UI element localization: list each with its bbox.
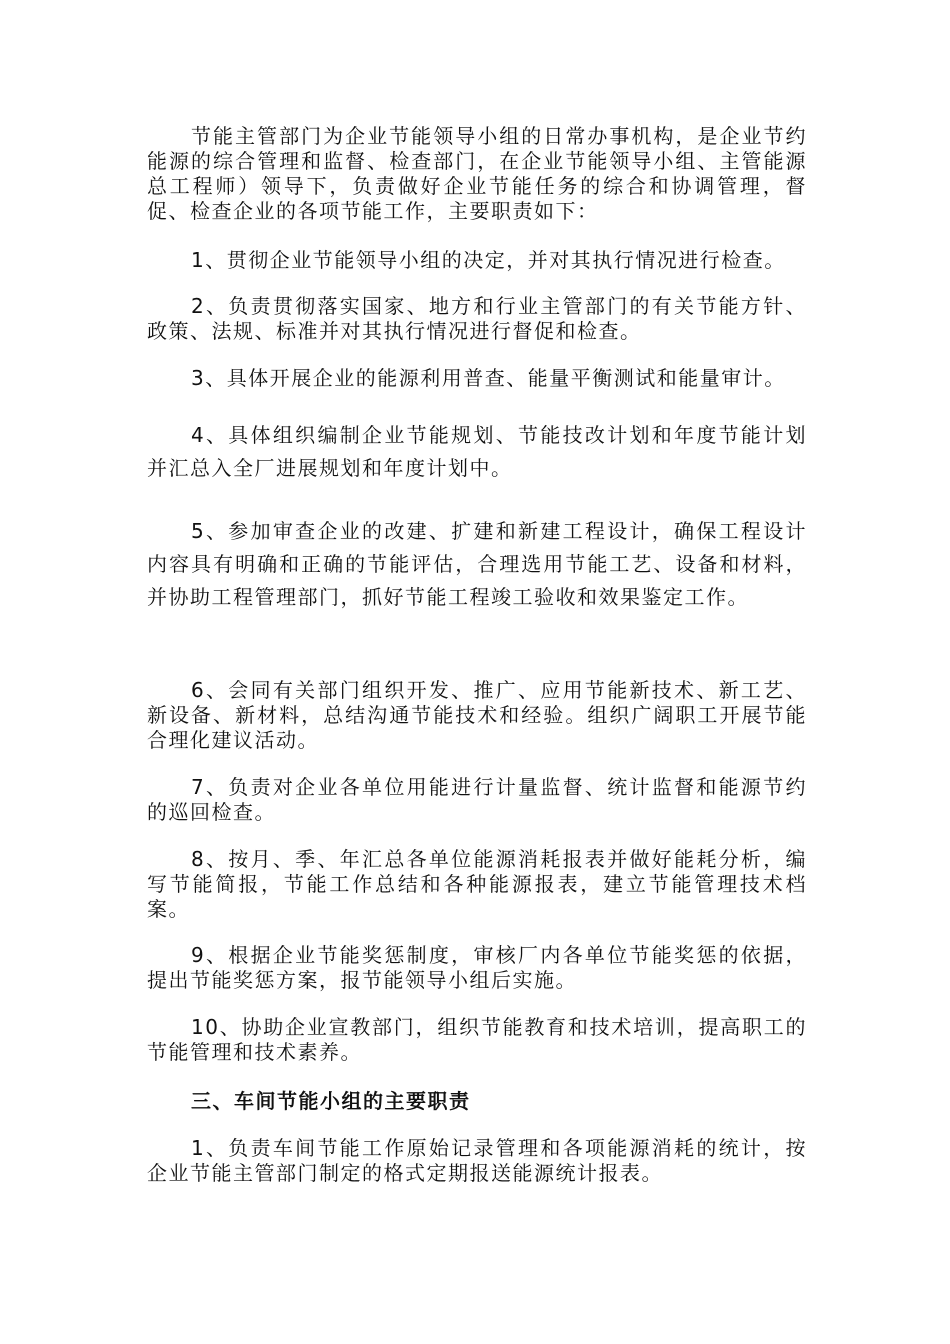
duty-item-3: 3、具体开展企业的能源利用普查、能量平衡测试和能量审计。: [191, 366, 786, 390]
duty-item-5: 5、参加审查企业的改建、扩建和新建工程设计，确保工程设计内容具有明确和正确的节能评估，合理选用节能工艺、设备和材料，并协助工程管理部门，抓好节能工程竣工验收和效果鉴定工作。: [147, 519, 807, 609]
duty-item-6: 6、会同有关部门组织开发、推广、应用节能新技术、新工艺、新设备、新材料，总结沟通节能技术和经验。组织广阔职工开展节能合理化建议活动。: [147, 678, 807, 752]
intro-paragraph: 节能主管部门为企业节能领导小组的日常办事机构，是企业节约能源的综合管理和监督、检查部门，在企业节能领导小组、主管能源总工程师）领导下，负责做好企业节能任务的综合和协调管理，督促、检查企业的各项节能工作，主要职责如下：: [147, 124, 807, 223]
duty-item-7: 7、负责对企业各单位用能进行计量监督、统计监督和能源节约的巡回检查。: [147, 775, 807, 824]
duty-item-8: 8、按月、季、年汇总各单位能源消耗报表并做好能耗分析，编写节能简报，节能工作总结和各种能源报表，建立节能管理技术档案。: [147, 847, 807, 921]
workshop-duty-item-1: 1、负责车间节能工作原始记录管理和各项能源消耗的统计，按企业节能主管部门制定的格式定期报送能源统计报表。: [147, 1136, 807, 1185]
duty-item-1: 1、贯彻企业节能领导小组的决定，并对其执行情况进行检查。: [191, 248, 786, 272]
duty-item-10: 10、协助企业宣教部门，组织节能教育和技术培训，提高职工的节能管理和技术素养。: [147, 1015, 807, 1064]
section-heading: 三、车间节能小组的主要职责: [191, 1089, 471, 1113]
duty-item-4: 4、具体组织编制企业节能规划、节能技改计划和年度节能计划并汇总入全厂进展规划和年度计划中。: [147, 423, 807, 480]
duty-item-2: 2、负责贯彻落实国家、地方和行业主管部门的有关节能方针、政策、法规、标准并对其执行情况进行督促和检查。: [147, 294, 807, 343]
duty-item-9: 9、根据企业节能奖惩制度，审核厂内各单位节能奖惩的依据，提出节能奖惩方案，报节能领导小组后实施。: [147, 943, 807, 992]
